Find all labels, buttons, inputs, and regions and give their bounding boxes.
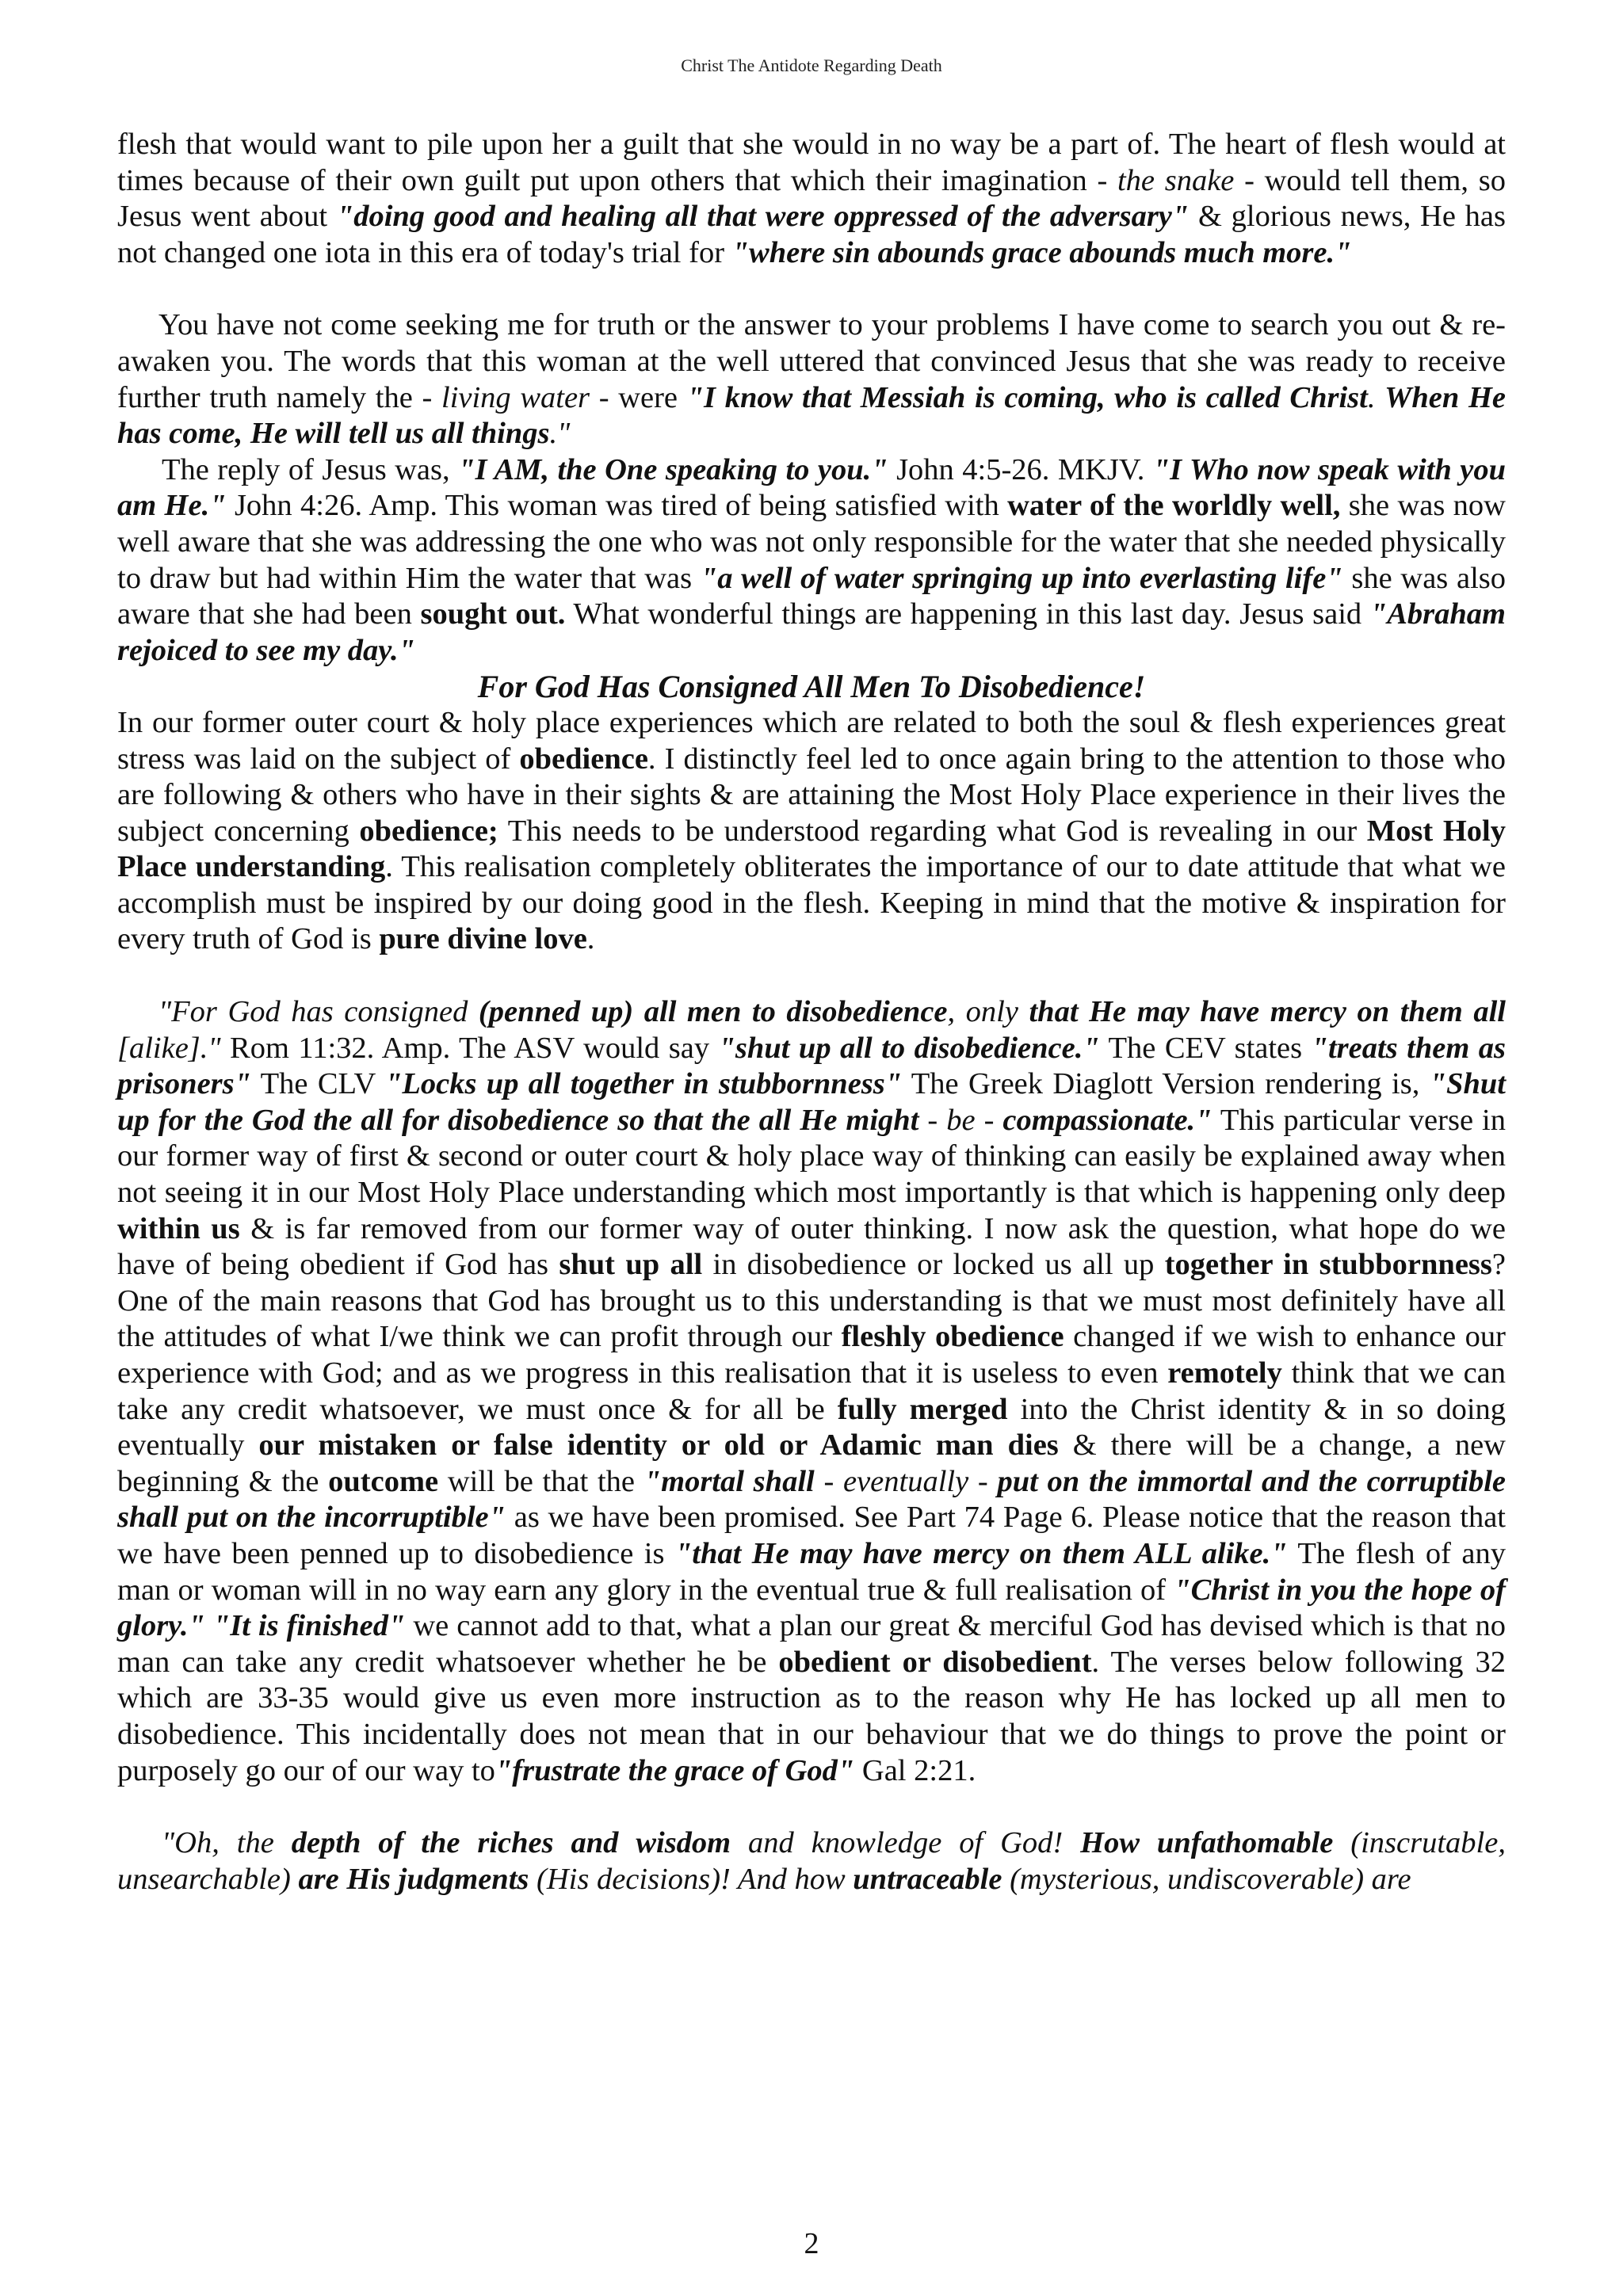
text-run: - were bbox=[590, 380, 687, 414]
text-run: obedience; bbox=[359, 814, 498, 848]
text-run: that He may have mercy on them all bbox=[1029, 995, 1507, 1029]
text-run: "shut up all to disobedience." bbox=[718, 1031, 1100, 1065]
text-run: into the Christ identity & in so doing eventually bbox=[117, 1392, 1507, 1463]
text-run: . The verses below following 32 which are 33-35 would give us even more instruction as to the reason why He has locked up all men to disobedience. This incidentally does not mean that in our behaviour that we do things to prove the point or purposely go our of our way to bbox=[117, 1645, 1506, 1787]
text-run: the snake bbox=[1117, 163, 1235, 197]
text-run: "I know that Messiah is coming, who is called Christ bbox=[686, 380, 1368, 414]
paragraph bbox=[117, 127, 1506, 271]
text-run: - would tell them, so Jesus went about bbox=[117, 163, 1506, 234]
text-run: John 4:26. Amp. This woman was tired of being satisfied with bbox=[226, 489, 1008, 523]
text-run: Gal 2:21. bbox=[854, 1753, 976, 1787]
text-run: (mysterious, undiscoverable) are bbox=[1002, 1862, 1411, 1896]
text-run: think that we can take any credit whatsoever, we must once & for all be bbox=[117, 1356, 1506, 1426]
text-run: changed if we wish to enhance our experience with God; and as we progress in this realisation that it is useless to even bbox=[117, 1320, 1506, 1390]
text-run: "treats them as prisoners" bbox=[117, 1031, 1506, 1101]
running-header: Christ The Antidote Regarding Death bbox=[681, 55, 942, 75]
text-run: shut up all bbox=[559, 1248, 703, 1282]
text-run: "Christ in you the hope of glory." "It is finished" bbox=[117, 1573, 1507, 1643]
text-run: (His decisions)! And how bbox=[529, 1862, 854, 1896]
text-run: within us bbox=[117, 1211, 240, 1245]
text-run: "that He may have mercy on them ALL alike." bbox=[674, 1536, 1288, 1570]
text-run: depth of the riches and wisdom bbox=[291, 1826, 731, 1860]
text-run: "a well of water springing up into everlasting life" bbox=[700, 561, 1343, 595]
text-run: she was also aware that she had been bbox=[117, 561, 1507, 631]
text-run: . This realisation completely obliterates the importance of our to date attitude that what we accomplish must be inspired by our doing good in the flesh. Keeping in mind that the motive & inspiration for every truth of God is bbox=[117, 850, 1506, 956]
text-run: , only bbox=[947, 995, 1029, 1029]
text-run: The Greek Diaglott Version rendering is, bbox=[902, 1067, 1430, 1101]
text-run: This needs to be understood regarding what God is revealing in our bbox=[498, 814, 1367, 848]
text-run: in disobedience or locked us all up bbox=[702, 1248, 1165, 1282]
text-run: . I distinctly feel led to once again bring to the attention to those who are following & others who have in their sights & are attaining the Most Holy Place experience in their lives the subject concerning bbox=[117, 742, 1506, 848]
text-run: "mortal shall bbox=[643, 1464, 815, 1498]
text-run: sought out. bbox=[420, 597, 566, 631]
text-run: together in stubbornness bbox=[1164, 1248, 1492, 1282]
text-run: - eventually - bbox=[814, 1464, 998, 1498]
text-run: "Oh, the bbox=[162, 1826, 292, 1860]
text-run: & there will be a change, a new beginning & the bbox=[117, 1428, 1506, 1498]
text-run: The CLV bbox=[251, 1067, 385, 1101]
text-run: pure divine love bbox=[379, 922, 587, 956]
page-number: 2 bbox=[804, 2227, 819, 2260]
text-run: . bbox=[1367, 380, 1385, 414]
text-run: "doing good and healing all that were oppressed of the adversary" bbox=[336, 200, 1190, 234]
text-run: "where sin abounds grace abounds much more." bbox=[731, 235, 1352, 269]
text-run: put on the immortal and the corruptible shall put on the incorruptible" bbox=[117, 1464, 1507, 1535]
text-run: In our former outer court & holy place experiences which are related to both the soul & flesh experiences great stress was laid on the subject of bbox=[117, 705, 1506, 776]
text-run: "For God has consigned bbox=[158, 995, 479, 1029]
paragraph bbox=[117, 705, 1506, 958]
text-run: & is far removed from our former way of outer thinking. I now ask the question, what hope do we have of being obedient if God has bbox=[117, 1211, 1506, 1282]
text-run: are His judgments bbox=[298, 1862, 529, 1896]
text-run: obedience bbox=[519, 742, 648, 776]
body-text bbox=[117, 127, 1506, 1897]
text-run: and knowledge of God! bbox=[731, 1826, 1081, 1860]
text-run: (inscrutable, unsearchable) bbox=[117, 1826, 1506, 1896]
text-run: When He has come, He will tell us all things bbox=[117, 380, 1507, 451]
text-run: "frustrate the grace of God" bbox=[495, 1753, 855, 1787]
text-run: & glorious news, He has not changed one iota in this era of today's trial for bbox=[117, 200, 1506, 269]
text-run: . bbox=[586, 922, 595, 956]
text-run: This particular verse in our former way of first & second or outer court & holy place way of thinking can easily be explained away when not seeing it in our Most Holy Place understanding which most importantly is that which is happening only deep bbox=[117, 1103, 1506, 1210]
text-run: (penned up) all men to disobedience bbox=[478, 995, 948, 1029]
text-run: untraceable bbox=[853, 1862, 1002, 1896]
text-run: remotely bbox=[1167, 1356, 1282, 1390]
text-run: What wonderful things are happening in this last day. Jesus said bbox=[565, 597, 1370, 631]
text-run: "I Who now speak with you am He." bbox=[117, 452, 1507, 523]
text-run: The reply of Jesus was, bbox=[162, 452, 459, 486]
text-run: The CEV states bbox=[1099, 1031, 1312, 1065]
text-run: Rom 11:32. Amp. The ASV would say bbox=[220, 1031, 719, 1065]
text-run: [alike]." bbox=[117, 1031, 221, 1065]
section-heading: For God Has Consigned All Men To Disobedience! bbox=[477, 669, 1146, 705]
text-run: we cannot add to that, what a plan our great & merciful God has devised which is that no man can take any credit whatsoever whether he be bbox=[117, 1609, 1506, 1679]
text-run: The flesh of any man or woman will in no way earn any glory in the eventual true & full realisation of bbox=[117, 1536, 1506, 1607]
text-run: outcome bbox=[328, 1464, 439, 1498]
text-run: Most Holy Place understanding bbox=[117, 814, 1506, 884]
text-run: "Shut up for the God the all for disobedience so that the all He might bbox=[117, 1067, 1506, 1137]
text-run: "I AM, the One speaking to you." bbox=[458, 452, 888, 486]
paragraph bbox=[117, 307, 1506, 452]
text-run: our mistaken or false identity or old or Adamic man dies bbox=[258, 1428, 1059, 1463]
text-run: You have not come seeking me for truth or the answer to your problems I have come to search you out & re-awaken you. The words that this woman at the well uttered that convinced Jesus that she was ready to receive further truth namely the - bbox=[117, 308, 1506, 414]
text-run: - be - bbox=[918, 1103, 1003, 1137]
text-run: "Locks up all together in stubbornness" bbox=[384, 1067, 903, 1101]
text-run: How unfathomable bbox=[1080, 1826, 1334, 1860]
text-run: fully merged bbox=[837, 1392, 1008, 1426]
text-run: as we have been promised. See Part 74 Page 6. Please notice that the reason that we have been penned up to disobedience is bbox=[117, 1501, 1506, 1570]
text-run: John 4:5-26. MKJV. bbox=[888, 452, 1153, 486]
text-run: living water bbox=[441, 380, 590, 414]
text-run: will be that the bbox=[438, 1464, 644, 1498]
paragraph bbox=[117, 994, 1506, 1789]
text-run: ." bbox=[549, 417, 571, 451]
paragraph bbox=[117, 452, 1506, 669]
text-run: ? One of the main reasons that God has brought us to this understanding is that we must most definitely have all the attitudes of what I/we think we can profit through our bbox=[117, 1248, 1506, 1354]
text-run: water of the worldly well, bbox=[1007, 489, 1341, 523]
text-run: obedient or disobedient bbox=[778, 1645, 1092, 1679]
text-run: compassionate." bbox=[1002, 1103, 1212, 1137]
text-run: fleshly obedience bbox=[841, 1320, 1064, 1354]
text-run: "Abraham rejoiced to see my day." bbox=[117, 597, 1506, 667]
text-run: she was now well aware that she was addressing the one who was not only responsible for the water that she needed physically to draw but had within Him the water that was bbox=[117, 489, 1506, 595]
text-run: flesh that would want to pile upon her a guilt that she would in no way be a part of. The heart of flesh would at times because of their own guilt put upon others that which their imagination - bbox=[117, 128, 1506, 197]
paragraph bbox=[117, 1825, 1506, 1897]
